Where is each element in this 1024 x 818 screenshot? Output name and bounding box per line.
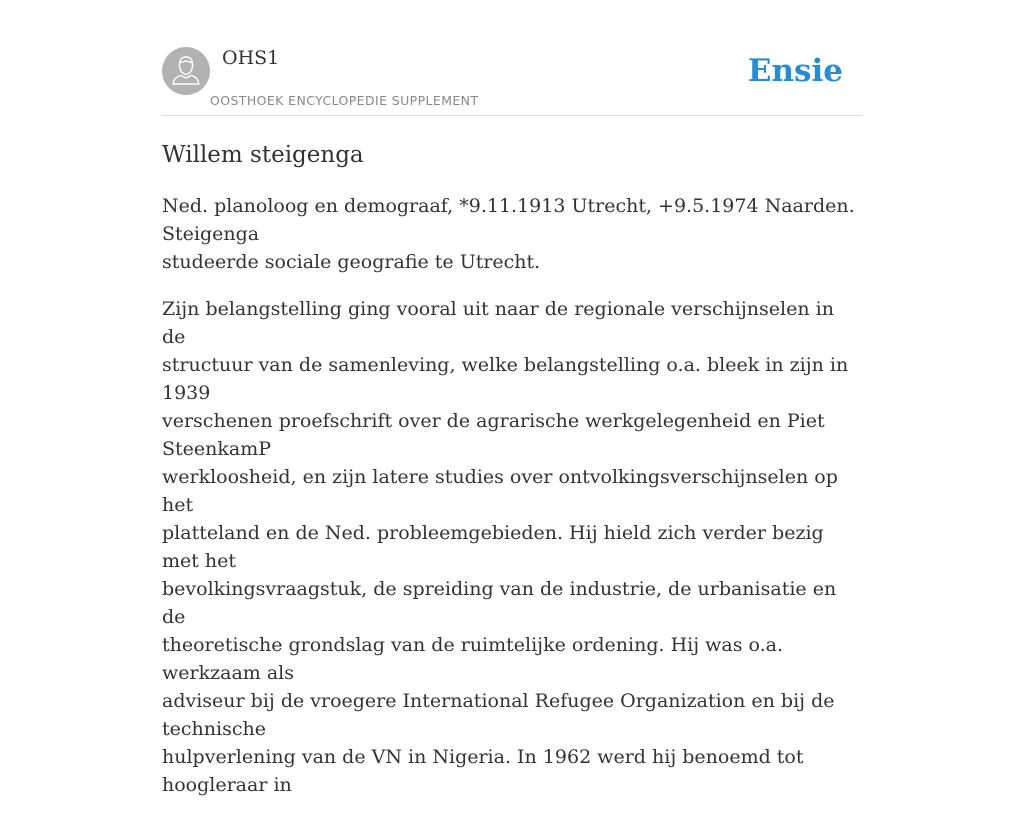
article-body [162,192,862,818]
article-title: Willem steigenga [162,142,364,168]
article-paragraph: Zijn belangstelling ging vooral uit naar de regionale verschijnselen in de structuur van de samenleving, welke belangstelling o.a. bleek in zijn in 1939 verschenen proefschrift over de agrarische werkgelegenheid en Piet SteenkamP werkloosheid, en zijn latere studies over ontvolkingsverschijnselen op het platteland en de Ned. probleemgebieden. Hij hield zich verder bezig met het bevolkingsvraagstuk, de spreiding van de industrie, de urbanisatie en de theoretische grondslag van de ruimtelijke ordening. Hij was o.a. werkzaam als adviseur bij de vroegere International Refugee Organization en bij de technische hulpverlening van de VN in Nigeria. In 1962 werd hij benoemd tot hoogleraar in [162,298,849,796]
user-icon [162,47,210,95]
article-paragraph: Ned. planoloog en demograaf, *9.11.1913 Utrecht, +9.5.1974 Naarden. Steigenga studeerde sociale geografie te Utrecht. [162,195,855,273]
author-avatar[interactable] [162,47,210,95]
article-header [162,46,862,116]
author-name[interactable]: OHS1 [222,47,280,69]
brand-logo[interactable]: Ensie [747,53,843,89]
source-label[interactable]: OOSTHOEK ENCYCLOPEDIE SUPPLEMENT [210,93,479,108]
